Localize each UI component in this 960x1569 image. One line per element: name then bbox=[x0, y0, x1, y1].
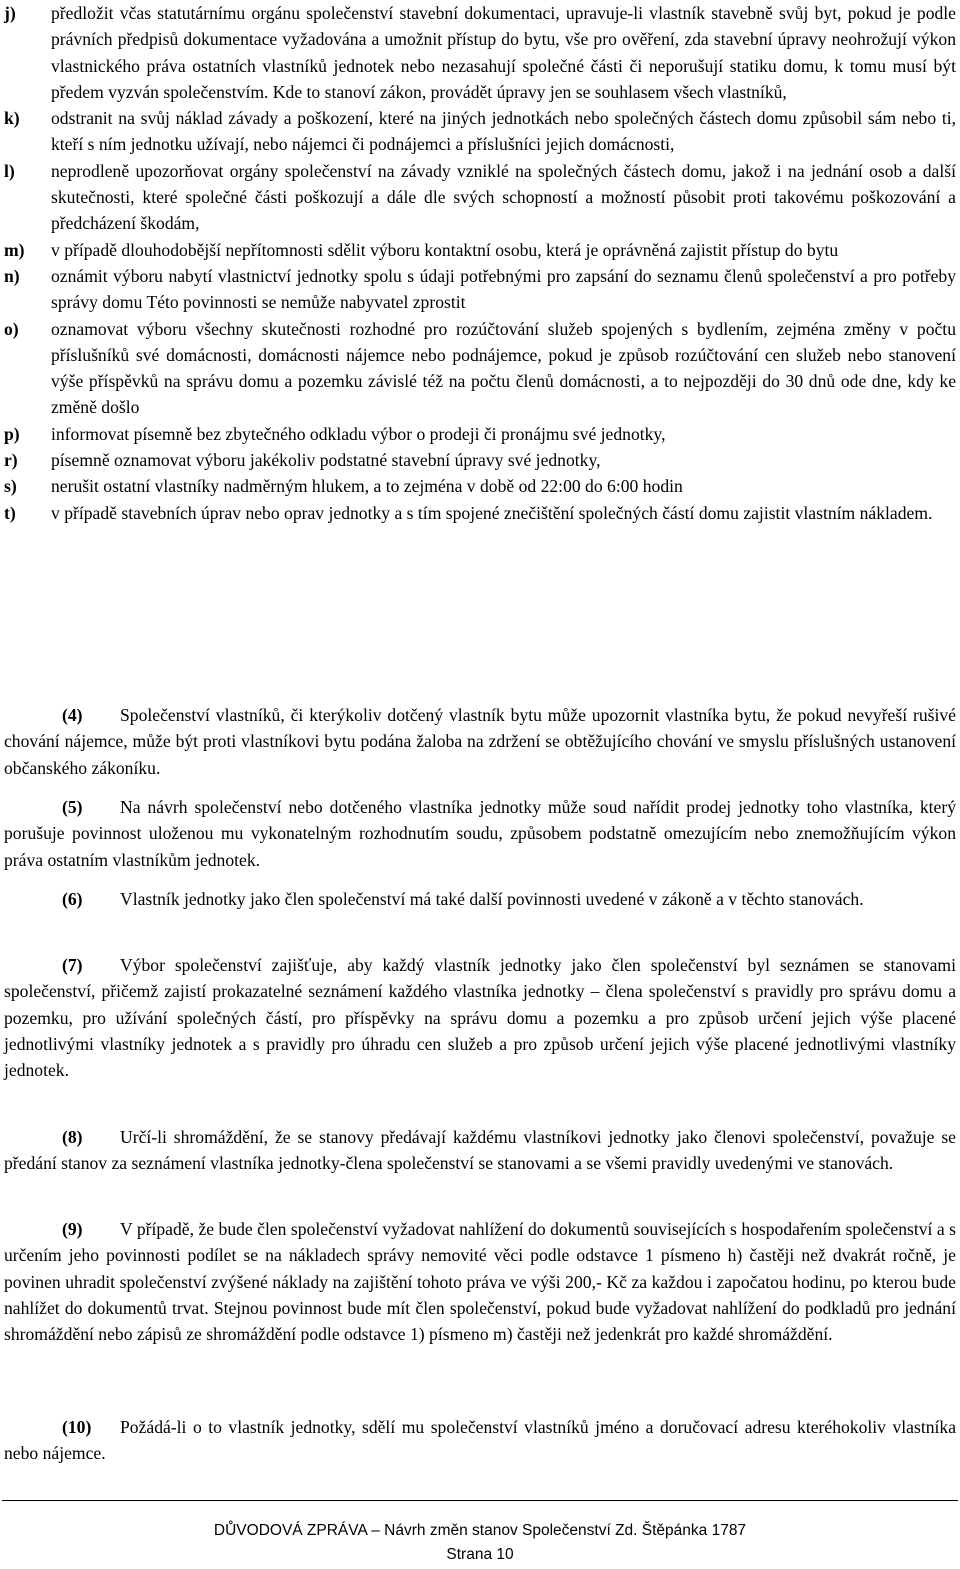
footer-document-title: DŮVODOVÁ ZPRÁVA – Návrh změn stanov Společenství Zd. Štěpánka 1787 bbox=[213, 1522, 747, 1539]
list-item bbox=[4, 263, 956, 316]
footer-divider bbox=[2, 1500, 958, 1501]
list-item-letter: n) bbox=[4, 265, 20, 286]
paragraph-text: Výbor společenství zajišťuje, aby každý vlastník jednotky jako člen společenství byl seznámen se stanovami společenství, přičemž zajistí prokazatelné seznámení každého vlastníka jednotky – člena společenství s pravidly pro správu domu a pozemku, pro užívání společných částí, pro příspěvky na správu domu a pozemku a pro způsob určení jejich výše placené jednotlivými vlastníky jednotek a s pravidly pro úhradu cen služeb a pro způsob určení jejich výše placené jednotlivými vlastníky jednotek. bbox=[4, 955, 956, 1081]
list-item bbox=[4, 500, 956, 526]
paragraph-text: Určí-li shromáždění, že se stanovy předávají každému vlastníkovi jednotky jako členovi společenství, považuje se předání stanov za seznámení vlastníka jednotky-člena společenství se stanovami a se všemi pravidly uvedenými ve stanovách. bbox=[4, 1127, 956, 1174]
paragraph-number: (10) bbox=[62, 1417, 92, 1437]
paragraph-10 bbox=[4, 1414, 956, 1467]
paragraph-7 bbox=[4, 952, 956, 1083]
list-item-letter: j) bbox=[4, 3, 16, 23]
list-item-letter: s) bbox=[4, 476, 17, 497]
paragraph-8 bbox=[4, 1124, 956, 1177]
paragraph-9 bbox=[4, 1216, 956, 1347]
list-item bbox=[4, 447, 956, 473]
paragraph-number: (6) bbox=[62, 889, 83, 909]
list-item bbox=[4, 237, 956, 263]
paragraph-number: (5) bbox=[62, 797, 83, 817]
list-item-letter: m) bbox=[4, 239, 25, 260]
paragraph-4 bbox=[4, 702, 956, 781]
paragraph-text: V případě, že bude člen společenství vyžadovat nahlížení do dokumentů souvisejících s hospodařením společenství a s určením jeho povinnosti podílet se na nákladech správy nemovité věci podle odstavce 1 písmeno h) častěji než dvakrát ročně, je povinen uhradit společenství zvýšené náklady na zajištění tohoto práva ve výši 200,- Kč za každou i započatou hodinu, po kterou bude nahlížet do dokumentů trvat. Stejnou povinnost bude mít člen společenství, pokud bude vyžadovat nahlížení do podkladů pro jednání shromáždění nebo zápisů ze shromáždění podle odstavce 1) písmeno m) častěji než jedenkrát pro každé shromáždění. bbox=[4, 1219, 956, 1345]
list-item bbox=[4, 316, 956, 421]
paragraph-number: (9) bbox=[62, 1219, 83, 1239]
list-item-letter: p) bbox=[4, 423, 20, 444]
list-item bbox=[4, 473, 956, 499]
paragraph-text: Na návrh společenství nebo dotčeného vlastníka jednotky může soud nařídit prodej jednotky toho vlastníka, který porušuje povinnost uloženou mu vykonatelným rozhodnutím soudu, způsobem podstatně omezujícím nebo znemožňujícím výkon práva ostatním vlastníkům jednotek. bbox=[4, 797, 956, 870]
list-item-text: písemně oznamovat výboru jakékoliv podstatné stavební úpravy své jednotky, bbox=[51, 450, 601, 471]
list-item-text: v případě stavebních úprav nebo oprav jednotky a s tím spojené znečištění společných částí domu zajistit vlastním nákladem. bbox=[51, 502, 933, 523]
list-item-text: odstranit na svůj náklad závady a poškození, které na jiných jednotkách nebo společných částech domu způsobil sám nebo ti, kteří s ním jednotku užívají, nebo nájemci či podnájemci a příslušníci jejich domácnosti, bbox=[51, 108, 956, 155]
list-item-text: v případě dlouhodobější nepřítomnosti sdělit výboru kontaktní osobu, která je oprávněná zajistit přístup do bytu bbox=[51, 239, 839, 260]
list-item-text: informovat písemně bez zbytečného odkladu výbor o prodeji či pronájmu své jednotky, bbox=[51, 423, 666, 444]
list-item-letter: t) bbox=[4, 502, 16, 523]
paragraph-5 bbox=[4, 794, 956, 873]
paragraph-text: Vlastník jednotky jako člen společenství má také další povinnosti uvedené v zákoně a v těchto stanovách. bbox=[120, 889, 864, 909]
list-item-text: nerušit ostatní vlastníky nadměrným hlukem, a to zejména v době od 22:00 do 6:00 hodin bbox=[51, 476, 683, 497]
list-item bbox=[4, 421, 956, 447]
list-item-text: oznamovat výboru všechny skutečnosti rozhodné pro rozúčtování služeb spojených s bydlením, zejména změny v počtu příslušníků své domácnosti, domácnosti nájemce nebo podnájemce, pokud je způsob rozúčtování cen služeb nebo stanovení výše příspěvků na správu domu a pozemku závislé též na počtu členů domácnosti, a to nejpozději do 30 dnů ode dne, kdy ke změně došlo bbox=[51, 318, 956, 418]
list-item bbox=[4, 105, 956, 158]
list-item-text: neprodleně upozorňovat orgány společenství na závady vzniklé na společných částech domu, jakož i na jednání osob a další skutečnosti, které společné části poškozují a dále dle svých schopností a možností působit proti takovému poškozování a předcházení škodám, bbox=[51, 160, 956, 234]
paragraph-text: Společenství vlastníků, či kterýkoliv dotčený vlastník bytu může upozornit vlastníka bytu, že pokud nevyřeší rušivé chování nájemce, může být proti vlastníkovi bytu podána žaloba na zdržení se obtěžujícího chování ve smyslu příslušných ustanovení občanského zákoníku. bbox=[4, 705, 956, 778]
footer-page-number: Strana 10 bbox=[446, 1546, 514, 1563]
obligations-list bbox=[4, 0, 956, 526]
list-item-text: oznámit výboru nabytí vlastnictví jednotky spolu s údaji potřebnými pro zapsání do seznamu členů společenství a pro potřeby správy domu Této povinnosti se nemůže nabyvatel zprostit bbox=[51, 265, 956, 313]
list-item-text: předložit včas statutárnímu orgánu společenství stavební dokumentaci, upravuje-li vlastník stavebně svůj byt, pokud je podle právních předpisů dokumentace vyžadována a umožnit přístup do bytu, vše pro ověření, zda stavební úpravy neohrožují výkon vlastnického práva ostatních vlastníků jednotek nebo nezasahují společné části či neporušují statiku domu, k tomu musí být předem vyzván společenstvím. Kde to stanoví zákon, provádět úpravy jen se souhlasem všech vlastníků, bbox=[51, 3, 956, 102]
paragraph-6 bbox=[4, 886, 956, 912]
list-item-letter: k) bbox=[4, 108, 20, 129]
list-item-letter: r) bbox=[4, 450, 18, 471]
list-item-letter: l) bbox=[4, 160, 15, 181]
paragraph-number: (8) bbox=[62, 1127, 83, 1147]
paragraph-number: (4) bbox=[62, 705, 83, 725]
paragraph-number: (7) bbox=[62, 955, 83, 975]
list-item bbox=[4, 158, 956, 237]
list-item bbox=[4, 0, 956, 105]
list-item-letter: o) bbox=[4, 318, 19, 339]
paragraph-text: Požádá-li o to vlastník jednotky, sdělí mu společenství vlastníků jméno a doručovací adresu kteréhokoliv vlastníka nebo nájemce. bbox=[4, 1417, 956, 1464]
